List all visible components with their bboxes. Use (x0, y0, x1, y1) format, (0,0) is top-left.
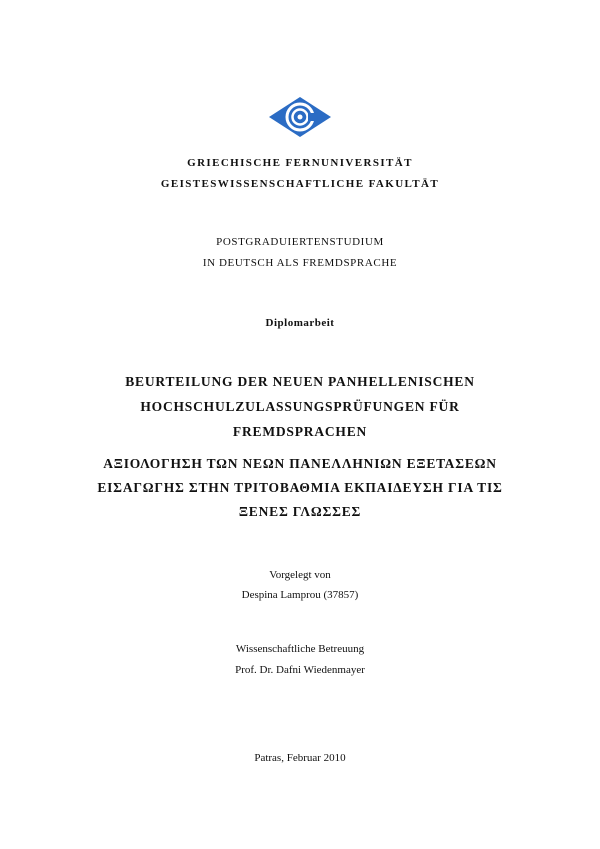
title-de-line-3: FREMDSPRACHEN (232, 424, 368, 439)
title-de-line-2: HOCHSCHULZULASSUNGSPRÜFUNGEN FÜR (140, 399, 460, 414)
author-label: Vorgelegt von (269, 569, 331, 581)
title-el-line-1: ΑΞΙΟΛΟΓΗΣΗ ΤΩΝ ΝΕΩΝ ΠΑΝΕΛΛΗΝΙΩΝ ΕΞΕΤΑΣΕΩΝ (103, 456, 497, 471)
supervision-label: Wissenschaftliche Betreuung (235, 643, 365, 655)
title-el-line-2: ΕΙΣΑΓΩΓΗΣ ΣΤΗΝ ΤΡΙΤΟΒΑΘΜΙΑ ΕΚΠΑΙΔΕΥΣΗ ΓΙΑ ΤΙΣ (97, 480, 503, 495)
title-el-line-3: ΞΕΝΕΣ ΓΛΩΣΣΕΣ (238, 504, 362, 519)
program-line-1: POSTGRADUIERTENSTUDIUM (216, 236, 384, 248)
place-date: Patras, Februar 2010 (254, 752, 346, 764)
title-de-line-1: BEURTEILUNG DER NEUEN PANHELLENISCHEN (125, 374, 475, 389)
author-name: Despina Lamprou (37857) (241, 589, 359, 601)
document-type: Diplomarbeit (265, 317, 335, 329)
university-logo-icon (268, 96, 332, 138)
supervisor-name: Prof. Dr. Dafni Wiedenmayer (235, 664, 365, 676)
university-name: GRIECHISCHE FERNUNIVERSITÄT (187, 157, 413, 169)
program-line-2: IN DEUTSCH ALS FREMDSPRACHE (202, 257, 398, 269)
faculty-name: GEISTESWISSENSCHAFTLICHE FAKULTÄT (160, 178, 440, 190)
